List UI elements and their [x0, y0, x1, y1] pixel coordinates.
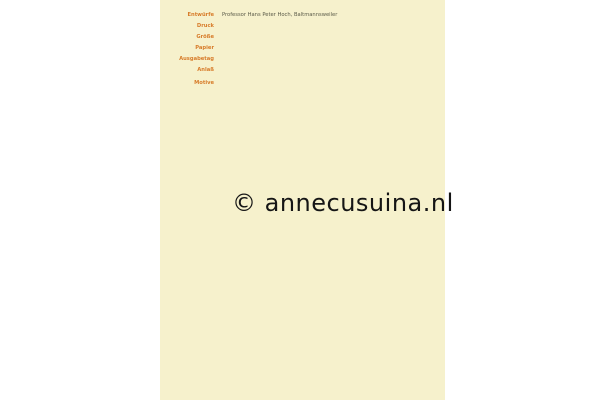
meta-label: Papier [195, 45, 214, 51]
watermark: © annecusuina.nl [232, 189, 454, 217]
meta-row-grosse [170, 34, 435, 41]
meta-row-anlass [170, 67, 435, 74]
meta-value: Professor Hans Peter Hoch, Baltmannsweiler [222, 12, 338, 18]
meta-label: Anlaß [197, 67, 214, 73]
meta-label: Ausgabetag [179, 56, 214, 62]
meta-value [222, 23, 435, 30]
meta-label: Druck [196, 23, 214, 29]
meta-row-motive [170, 80, 435, 87]
meta-row-entwurfe [170, 12, 435, 19]
meta-label: Größe [196, 34, 214, 40]
meta-value [222, 34, 435, 41]
meta-row-druck [170, 23, 435, 30]
meta-value [222, 45, 435, 52]
meta-value [222, 56, 435, 63]
meta-label: Motive [194, 80, 214, 86]
meta-row-ausgabetag [170, 56, 435, 63]
meta-value [222, 80, 435, 87]
meta-value [222, 67, 435, 74]
meta-row-papier [170, 45, 435, 52]
meta-label: Entwürfe [187, 12, 214, 18]
